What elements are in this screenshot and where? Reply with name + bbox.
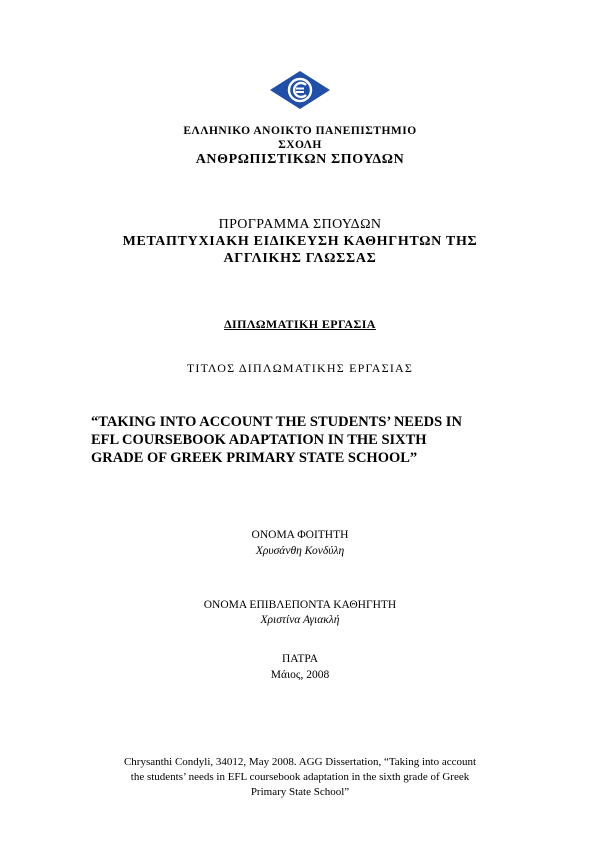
thesis-heading: ΔΙΠΛΩΜΑΤΙΚΗ ΕΡΓΑΣΙΑ bbox=[224, 317, 376, 331]
date: Μάιος, 2008 bbox=[270, 669, 330, 681]
supervisor-label: ΟΝΟΜΑ ΕΠΙΒΛΕΠΟΝΤΑ ΚΑΘΗΓΗΤΗ bbox=[203, 599, 397, 611]
student-name: Χρυσάνθη Κονδύλη bbox=[255, 545, 345, 557]
citation-line: the students’ needs in EFL coursebook adaptation in the sixth grade of Greek bbox=[130, 771, 470, 783]
department-name: ΑΝΘΡΩΠΙΣΤΙΚΩΝ ΣΠΟΥΔΩΝ bbox=[195, 152, 405, 167]
citation-line: Primary State School” bbox=[250, 786, 350, 798]
thesis-title bbox=[91, 413, 531, 467]
thesis-title-line: EFL COURSEBOOK ADAPTATION IN THE SIXTH bbox=[91, 432, 427, 448]
school-label: ΣΧΟΛΗ bbox=[278, 139, 322, 151]
supervisor-name: Χριστίνα Αγιακλή bbox=[260, 614, 340, 626]
university-logo bbox=[269, 70, 331, 110]
program-label: ΠΡΟΓΡΑΜΜΑ ΣΠΟΥΔΩΝ bbox=[218, 217, 382, 232]
citation-line: Chrysanthi Condyli, 34012, May 2008. AGG Dissertation, “Taking into account bbox=[123, 756, 477, 768]
thesis-title-label: ΤΙΤΛΟΣ ΔΙΠΛΩΜΑΤΙΚΗΣ ΕΡΓΑΣΙΑΣ bbox=[186, 361, 414, 375]
student-label: ΟΝΟΜΑ ΦΟΙΤΗΤΗ bbox=[251, 529, 349, 541]
place: ΠΑΤΡΑ bbox=[281, 653, 319, 665]
specialization-line-2: ΑΓΓΛΙΚΗΣ ΓΛΩΣΣΑΣ bbox=[223, 251, 377, 266]
specialization-line-1: ΜΕΤΑΠΤΥΧΙΑΚΗ ΕΙΔΙΚΕΥΣΗ ΚΑΘΗΓΗΤΩΝ ΤΗΣ bbox=[122, 234, 478, 249]
citation bbox=[80, 755, 520, 800]
thesis-title-line: GRADE OF GREEK PRIMARY STATE SCHOOL” bbox=[91, 450, 418, 466]
thesis-title-line: “TAKING INTO ACCOUNT THE STUDENTS’ NEEDS IN bbox=[91, 414, 462, 430]
university-name: ΕΛΛΗΝΙΚΟ ΑΝΟΙΚΤΟ ΠΑΝΕΠΙΣΤΗΜΙΟ bbox=[183, 125, 417, 137]
